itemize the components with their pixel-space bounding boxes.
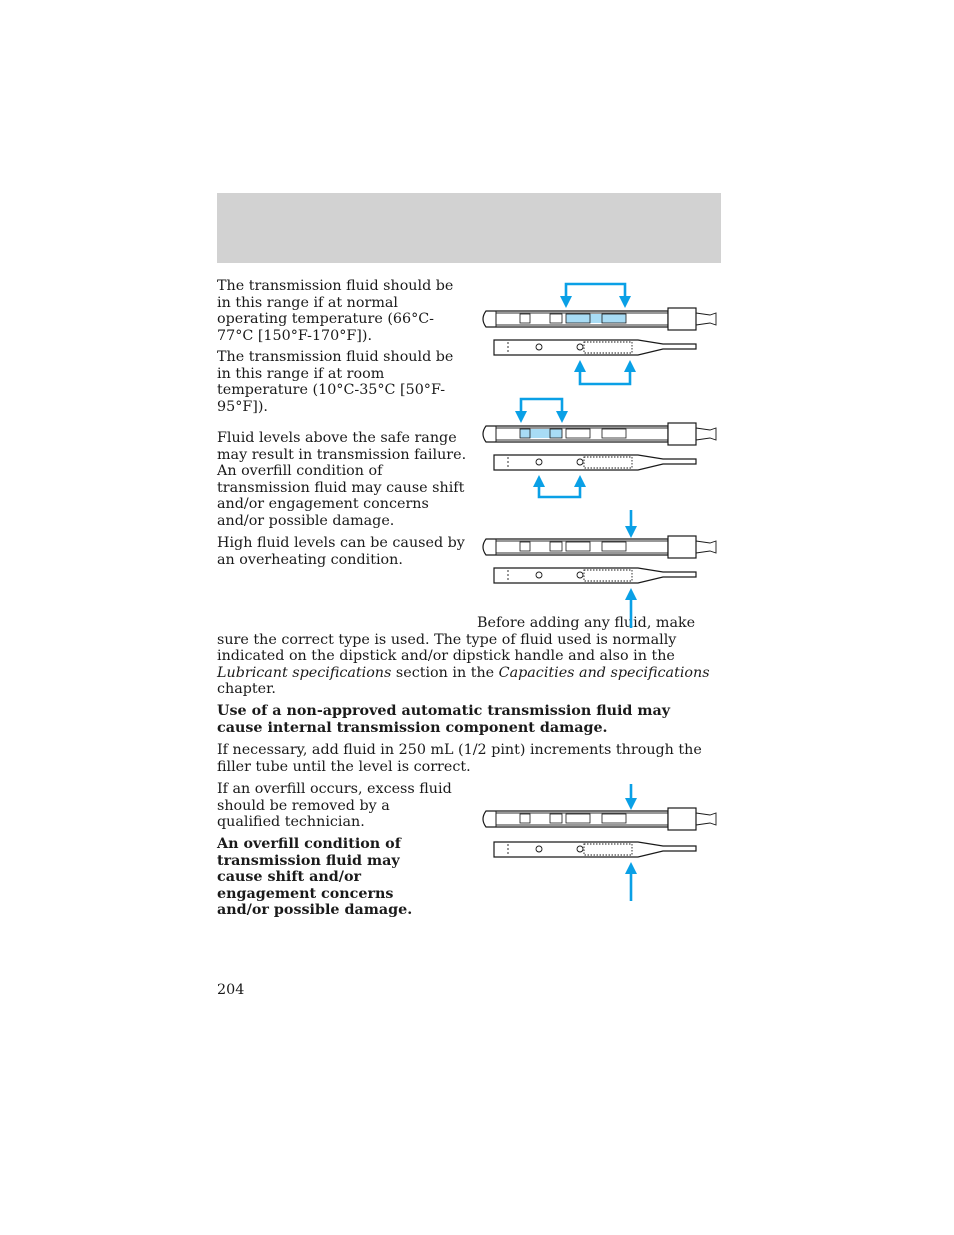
text-before-adding-fluid: Before adding any fluid, make sure the correct type is used. The type of fluid used is normally indicated on the dipstick and/or dipstick handle and also in the (217, 615, 696, 665)
dipstick-top-view (483, 536, 716, 558)
dipstick-side-view (494, 455, 696, 470)
dipstick-normal-operating-temp-figure (478, 280, 723, 390)
page-number: 204 (217, 982, 245, 998)
dipstick-side-view (494, 842, 696, 857)
dipstick-side-view (494, 340, 696, 355)
text-capacities-and-specifications: Capacities and specifications (498, 664, 710, 681)
paragraph-overfill-removal: If an overfill occurs, excess fluid should be removed by a qualified technician. (217, 781, 452, 831)
dipstick-overfill-high-level-figure (478, 508, 723, 632)
dipstick-room-temp-figure (478, 395, 723, 505)
dipstick-overfill-removed-figure (478, 780, 723, 904)
section-header-band (217, 193, 721, 263)
paragraph-normal-temp-range: The transmission fluid should be in this range if at normal operating temperature (66°C-77°C [150°F-170°F]). (217, 278, 454, 344)
text-lubricant-specifications: Lubricant specifications (217, 664, 392, 681)
range-indicator-arrows (560, 284, 636, 384)
dipstick-side-view (494, 568, 696, 583)
range-indicator-arrows (515, 399, 586, 497)
dipstick-top-view (483, 423, 716, 445)
dipstick-top-view (483, 308, 716, 330)
warning-non-approved-fluid: Use of a non-approved automatic transmission fluid may cause internal transmission component damage. (217, 703, 671, 736)
paragraph-fluid-above-safe-range: Fluid levels above the safe range may result in transmission failure. An overfill condition of transmission fluid may cause shift and/or engagement concerns and/or possible damage. (217, 430, 467, 529)
paragraph-high-fluid-overheating: High fluid levels can be caused by an overheating condition. (217, 535, 465, 568)
warning-overfill-condition: An overfill condition of transmission fluid may cause shift and/or engagement concerns and/or possible damage. (217, 836, 413, 919)
paragraph-add-fluid-increments: If necessary, add fluid in 250 mL (1/2 pint) increments through the filler tube until the level is correct. (217, 742, 702, 775)
paragraph-room-temp-range: The transmission fluid should be in this range if at room temperature (10°C-35°C [50°F-95°F]). (217, 349, 454, 415)
text-section-in-the: section in the (391, 664, 499, 681)
dipstick-top-view (483, 808, 716, 830)
text-chapter: chapter. (217, 681, 276, 698)
